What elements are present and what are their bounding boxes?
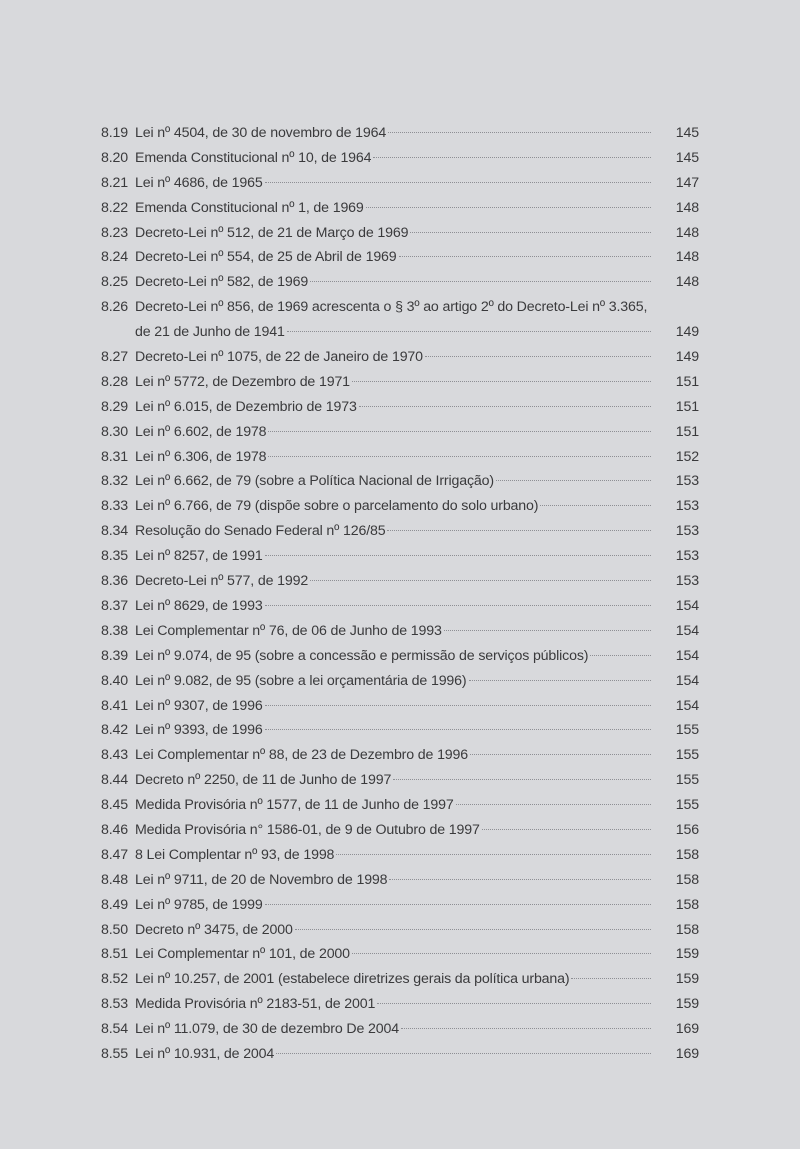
toc-entry-title: Lei Complementar nº 76, de 06 de Junho de 1993 [135, 622, 442, 639]
dot-leader [336, 854, 651, 855]
table-of-contents [101, 121, 699, 1067]
toc-entry-title: Decreto nº 3475, de 2000 [135, 921, 293, 938]
dot-leader [295, 929, 651, 930]
toc-entry-page: 155 [675, 722, 699, 739]
toc-entry[interactable] [101, 295, 699, 345]
toc-entry-title: Decreto-Lei nº 577, de 1992 [135, 573, 309, 590]
toc-entry[interactable] [101, 868, 699, 893]
toc-entry-title: Lei nº 9785, de 1999 [135, 896, 263, 913]
toc-entry-number: 8.23 [101, 224, 129, 241]
toc-entry-page: 153 [675, 548, 699, 565]
dot-leader [373, 157, 651, 158]
toc-entry-page: 151 [675, 423, 699, 440]
toc-entry-number: 8.43 [101, 747, 129, 764]
toc-entry-number: 8.45 [101, 797, 129, 814]
toc-entry-number: 8.30 [101, 423, 129, 440]
toc-entry-number: 8.29 [101, 398, 129, 415]
toc-entry-page: 149 [675, 324, 699, 341]
toc-entry-title: Lei nº 9711, de 20 de Novembro de 1998 [135, 871, 388, 888]
dot-leader [366, 207, 651, 208]
toc-entry-title: Medida Provisória nº 2183-51, de 2001 [135, 996, 376, 1013]
toc-entry-number: 8.22 [101, 199, 129, 216]
toc-entry-title: Medida Provisória nº 1577, de 11 de Junho de 1997 [135, 797, 454, 814]
dot-leader [401, 1028, 651, 1029]
dot-leader [310, 580, 651, 581]
toc-entry-number: 8.24 [101, 249, 129, 266]
toc-entry-title: Decreto-Lei nº 856, de 1969 acrescenta o § 3º ao artigo 2º do Decreto-Lei nº 3.365, [135, 299, 648, 316]
toc-entry-number: 8.49 [101, 896, 129, 913]
dot-leader [352, 381, 651, 382]
toc-entry-title: Decreto-Lei nº 554, de 25 de Abril de 1969 [135, 249, 397, 266]
toc-entry[interactable] [101, 420, 699, 445]
dot-leader [377, 1003, 651, 1004]
toc-entry-number: 8.52 [101, 971, 129, 988]
toc-entry[interactable] [101, 669, 699, 694]
toc-entry[interactable] [101, 519, 699, 544]
toc-entry[interactable] [101, 569, 699, 594]
toc-entry-title: Lei nº 9393, de 1996 [135, 722, 263, 739]
toc-entry-page: 153 [675, 473, 699, 490]
toc-entry-page: 158 [675, 871, 699, 888]
toc-entry-page: 152 [675, 448, 699, 465]
toc-entry-title: Lei nº 4504, de 30 de novembro de 1964 [135, 125, 387, 141]
toc-entry-title: Lei Complementar nº 101, de 2000 [135, 946, 350, 963]
toc-entry[interactable] [101, 893, 699, 918]
toc-entry[interactable] [101, 121, 699, 146]
dot-leader [469, 680, 652, 681]
toc-entry-page: 155 [675, 747, 699, 764]
dot-leader [265, 182, 651, 183]
toc-entry[interactable] [101, 544, 699, 569]
dot-leader [268, 456, 651, 457]
toc-entry-title: Lei nº 4686, de 1965 [135, 174, 263, 191]
toc-entry-number: 8.42 [101, 722, 129, 739]
toc-entry-page: 154 [675, 597, 699, 614]
toc-entry[interactable] [101, 718, 699, 743]
toc-entry[interactable] [101, 644, 699, 669]
toc-entry-title: Lei nº 9.074, de 95 (sobre a concessão e permissão de serviços públicos) [135, 647, 589, 664]
toc-entry-title: Lei nº 6.602, de 1978 [135, 423, 267, 440]
dot-leader [456, 804, 651, 805]
toc-entry-page: 151 [675, 398, 699, 415]
toc-entry-page: 155 [675, 797, 699, 814]
dot-leader [540, 505, 651, 506]
toc-entry[interactable] [101, 494, 699, 519]
dot-leader [387, 530, 651, 531]
toc-entry-page: 147 [675, 174, 699, 191]
toc-entry-number: 8.26 [101, 299, 129, 316]
toc-entry-page: 151 [675, 373, 699, 390]
toc-entry-title: Lei nº 10.257, de 2001 (estabelece diretrizes gerais da política urbana) [135, 971, 570, 988]
toc-entry[interactable] [101, 221, 699, 246]
toc-entry-page: 154 [675, 622, 699, 639]
toc-entry-title: Lei nº 11.079, de 30 de dezembro De 2004 [135, 1021, 399, 1038]
toc-entry-title: Decreto-Lei nº 512, de 21 de Março de 1969 [135, 224, 409, 241]
dot-leader [265, 605, 651, 606]
toc-entry[interactable] [101, 370, 699, 395]
toc-entry-page: 148 [675, 224, 699, 241]
toc-entry[interactable] [101, 196, 699, 221]
toc-entry-title: Emenda Constitucional nº 10, de 1964 [135, 149, 372, 166]
dot-leader [425, 356, 651, 357]
toc-entry[interactable] [101, 146, 699, 171]
toc-entry-page: 159 [675, 971, 699, 988]
toc-entry-number: 8.40 [101, 672, 129, 689]
toc-entry-number: 8.32 [101, 473, 129, 490]
toc-entry-title: Lei nº 6.766, de 79 (dispõe sobre o parcelamento do solo urbano) [135, 498, 539, 515]
toc-entry[interactable] [101, 942, 699, 967]
toc-entry-title: Decreto-Lei nº 1075, de 22 de Janeiro de 1970 [135, 349, 423, 366]
toc-entry-title: Lei nº 6.662, de 79 (sobre a Política Nacional de Irrigação) [135, 473, 494, 490]
toc-entry-number: 8.33 [101, 498, 129, 515]
toc-entry-page: 149 [675, 349, 699, 366]
toc-entry-number: 8.44 [101, 772, 129, 789]
dot-leader [352, 953, 651, 954]
toc-entry-title: Resolução do Senado Federal nº 126/85 [135, 523, 386, 540]
toc-entry-number: 8.20 [101, 149, 129, 166]
dot-leader [444, 630, 651, 631]
toc-entry-number: 8.37 [101, 597, 129, 614]
toc-entry-title: Lei nº 10.931, de 2004 [135, 1045, 275, 1062]
dot-leader [265, 904, 651, 905]
toc-entry-page: 145 [675, 125, 699, 141]
toc-entry-title: Decreto-Lei nº 582, de 1969 [135, 274, 309, 291]
dot-leader [268, 431, 651, 432]
toc-entry-page: 153 [675, 573, 699, 590]
toc-entry-number: 8.31 [101, 448, 129, 465]
toc-entry[interactable] [101, 992, 699, 1017]
toc-entry-page: 148 [675, 274, 699, 291]
toc-entry-title: Lei nº 6.306, de 1978 [135, 448, 267, 465]
dot-leader [265, 729, 651, 730]
toc-entry[interactable] [101, 245, 699, 270]
toc-entry-number: 8.41 [101, 697, 129, 714]
toc-entry[interactable] [101, 395, 699, 420]
toc-entry[interactable] [101, 843, 699, 868]
dot-leader [389, 879, 651, 880]
toc-entry[interactable] [101, 768, 699, 793]
toc-entry-number: 8.38 [101, 622, 129, 639]
dot-leader [276, 1053, 651, 1054]
toc-entry-number: 8.51 [101, 946, 129, 963]
toc-entry-title: Decreto nº 2250, de 11 de Junho de 1997 [135, 772, 392, 789]
dot-leader [359, 406, 651, 407]
toc-entry-page: 148 [675, 199, 699, 216]
toc-entry-title-continuation: de 21 de Junho de 1941 [135, 324, 285, 341]
toc-entry-title: Lei Complementar nº 88, de 23 de Dezembro de 1996 [135, 747, 469, 764]
toc-entry-page: 155 [675, 772, 699, 789]
toc-entry-page: 154 [675, 672, 699, 689]
dot-leader [571, 978, 651, 979]
toc-entry-page: 148 [675, 249, 699, 266]
toc-entry[interactable] [101, 1017, 699, 1042]
toc-entry[interactable] [101, 793, 699, 818]
toc-entry[interactable] [101, 967, 699, 992]
dot-leader [393, 779, 651, 780]
toc-entry[interactable] [101, 694, 699, 719]
toc-entry[interactable] [101, 171, 699, 196]
toc-entry-page: 169 [675, 1045, 699, 1062]
toc-entry-number: 8.25 [101, 274, 129, 291]
toc-entry-page: 154 [675, 647, 699, 664]
toc-entry[interactable] [101, 270, 699, 295]
toc-entry-title: Emenda Constitucional nº 1, de 1969 [135, 199, 364, 216]
toc-entry[interactable] [101, 918, 699, 943]
toc-entry[interactable] [101, 619, 699, 644]
dot-leader [590, 655, 651, 656]
toc-entry-page: 158 [675, 921, 699, 938]
toc-entry-title: Lei nº 5772, de Dezembro de 1971 [135, 373, 350, 390]
toc-entry[interactable] [101, 469, 699, 494]
toc-entry-page: 158 [675, 846, 699, 863]
toc-entry-title: Lei nº 9.082, de 95 (sobre a lei orçamentária de 1996) [135, 672, 467, 689]
toc-entry-number: 8.53 [101, 996, 129, 1013]
dot-leader [399, 256, 651, 257]
toc-entry-page: 156 [675, 821, 699, 838]
toc-entry-number: 8.39 [101, 647, 129, 664]
toc-entry-number: 8.21 [101, 174, 129, 191]
toc-entry-page: 153 [675, 498, 699, 515]
toc-entry-title: Lei nº 6.015, de Dezembrio de 1973 [135, 398, 357, 415]
toc-entry-page: 159 [675, 946, 699, 963]
toc-entry-page: 158 [675, 896, 699, 913]
dot-leader [482, 829, 651, 830]
toc-entry-number: 8.54 [101, 1021, 129, 1038]
toc-entry-page: 154 [675, 697, 699, 714]
toc-entry-number: 8.28 [101, 373, 129, 390]
toc-entry[interactable] [101, 594, 699, 619]
toc-entry[interactable] [101, 345, 699, 370]
toc-entry-title: Medida Provisória n° 1586-01, de 9 de Outubro de 1997 [135, 821, 480, 838]
toc-entry-number: 8.19 [101, 125, 129, 141]
toc-entry-number: 8.27 [101, 349, 129, 366]
toc-entry-page: 169 [675, 1021, 699, 1038]
toc-entry-title: Lei nº 8629, de 1993 [135, 597, 263, 614]
toc-entry-page: 145 [675, 149, 699, 166]
dot-leader [388, 132, 651, 133]
dot-leader [470, 754, 651, 755]
toc-entry[interactable] [101, 1042, 699, 1067]
toc-entry-number: 8.36 [101, 573, 129, 590]
dot-leader [410, 232, 651, 233]
toc-entry-title: Lei nº 8257, de 1991 [135, 548, 263, 565]
toc-entry-title: Lei nº 9307, de 1996 [135, 697, 263, 714]
toc-entry-number: 8.34 [101, 523, 129, 540]
toc-entry[interactable] [101, 818, 699, 843]
toc-entry-number: 8.55 [101, 1045, 129, 1062]
toc-entry-title: 8 Lei Complentar nº 93, de 1998 [135, 846, 335, 863]
toc-entry-page: 159 [675, 996, 699, 1013]
toc-entry[interactable] [101, 743, 699, 768]
toc-entry[interactable] [101, 445, 699, 470]
dot-leader [496, 480, 651, 481]
toc-entry-number: 8.50 [101, 921, 129, 938]
dot-leader [287, 331, 651, 332]
toc-entry-number: 8.47 [101, 846, 129, 863]
dot-leader [310, 281, 651, 282]
toc-entry-number: 8.35 [101, 548, 129, 565]
toc-entry-number: 8.48 [101, 871, 129, 888]
toc-entry-page: 153 [675, 523, 699, 540]
dot-leader [265, 555, 651, 556]
toc-entry-number: 8.46 [101, 821, 129, 838]
dot-leader [265, 705, 651, 706]
